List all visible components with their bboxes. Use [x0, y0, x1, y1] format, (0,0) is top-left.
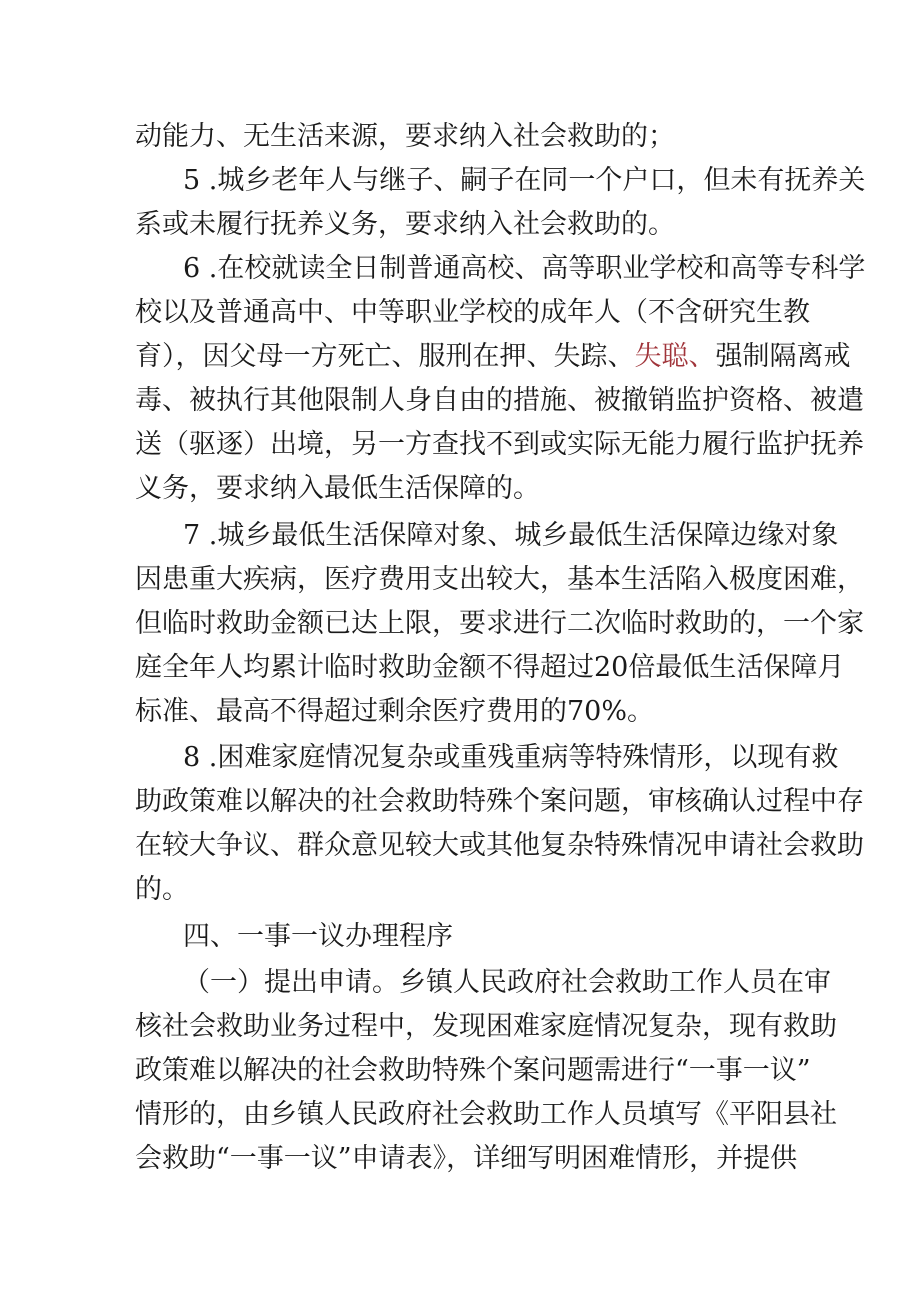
text-line: （一）提出申请。乡镇人民政府社会救助工作人员在审	[183, 967, 831, 998]
text-line: 7 .城乡最低生活保障对象、城乡最低生活保障边缘对象	[183, 520, 839, 551]
text-segment: 育），因父母一方死亡、服刑在押、失踪、	[135, 341, 635, 372]
text-line: 但临时救助金额已达上限，要求进行二次临时救助的，一个家	[135, 608, 864, 639]
text-line: 政策难以解决的社会救助特殊个案问题需进行“一事一议”	[135, 1055, 811, 1086]
text-line: 在较大争议、群众意见较大或其他复杂特殊情况申请社会救助	[135, 830, 864, 861]
text-line: 的。	[135, 874, 189, 905]
text-line: 5 .城乡老年人与继子、嗣子在同一个户口，但未有抚养关	[183, 165, 866, 196]
text-line: 助政策难以解决的社会救助特殊个案问题，审核确认过程中存	[135, 786, 864, 817]
text-line: 情形的，由乡镇人民政府社会救助工作人员填写《平阳县社	[135, 1099, 837, 1130]
section-heading: 四、一事一议办理程序	[183, 921, 453, 952]
text-line: 核社会救助业务过程中，发现困难家庭情况复杂，现有救助	[135, 1011, 837, 1042]
text-line: 庭全年人均累计临时救助金额不得超过20倍最低生活保障月	[135, 652, 845, 683]
text-line: 会救助“一事一议”申请表》，详细写明困难情形，并提供	[135, 1143, 798, 1174]
text-line: 校以及普通高中、中等职业学校的成年人（不含研究生教	[135, 297, 810, 328]
text-line: 因患重大疾病，医疗费用支出较大，基本生活陷入极度困难，	[135, 564, 864, 595]
text-line	[135, 340, 851, 374]
text-line: 6 .在校就读全日制普通高校、高等职业学校和高等专科学	[183, 253, 866, 284]
text-line: 毒、被执行其他限制人身自由的措施、被撤销监护资格、被遣	[135, 385, 864, 416]
text-segment: 强制隔离戒	[715, 341, 851, 372]
text-line: 动能力、无生活来源，要求纳入社会救助的；	[135, 121, 675, 152]
highlighted-text: 失聪、	[634, 341, 716, 372]
text-line: 义务，要求纳入最低生活保障的。	[135, 473, 540, 504]
text-line: 系或未履行抚养义务，要求纳入社会救助的。	[135, 209, 675, 240]
text-line: 送（驱逐）出境，另一方查找不到或实际无能力履行监护抚养	[135, 429, 864, 460]
text-line: 标准、最高不得超过剩余医疗费用的70%。	[135, 696, 655, 727]
text-line: 8 .困难家庭情况复杂或重残重病等特殊情形，以现有救	[183, 742, 839, 773]
